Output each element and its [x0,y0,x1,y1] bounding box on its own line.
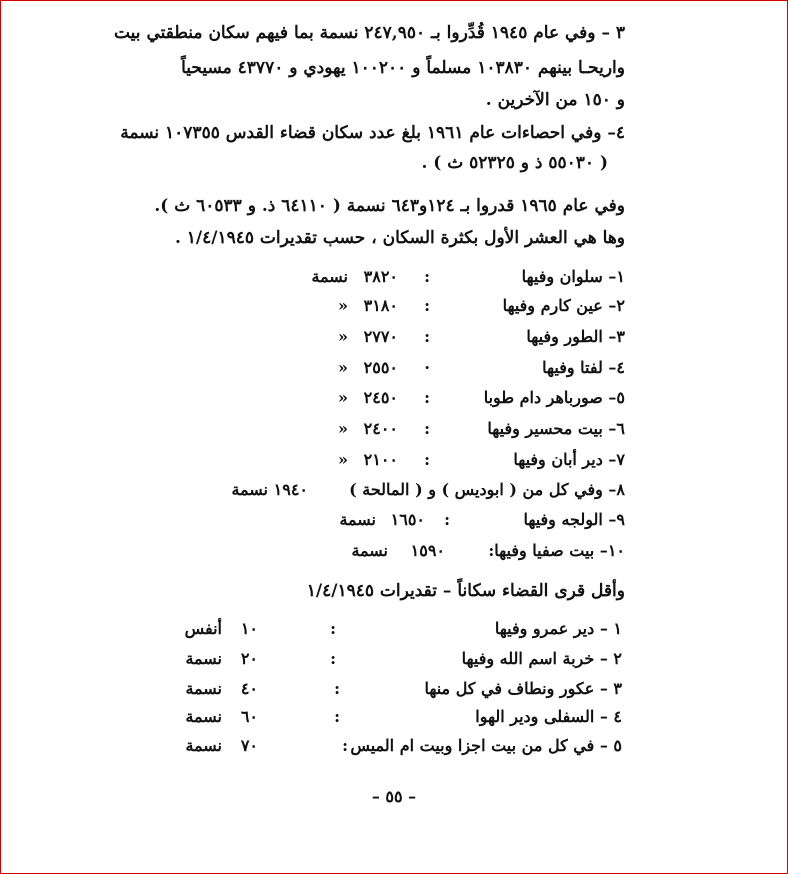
population-count: ٢٥٥٠ [363,358,398,377]
paragraph-line: ( ٥٥٠٣٠ ذ و ٥٢٣٢٥ ث ) . [421,153,608,173]
population-count: ٣٨٢٠ [363,267,398,286]
unit-label: نسمة [351,541,388,560]
population-count: ٢٤٠٠ [363,419,398,438]
population-count: ٣١٨٠ [363,296,398,315]
page-number: – ٥٥ – [371,787,417,806]
paragraph-line: واريحـا بينهم ١٠٣٨٣٠ مسلماً و ١٠٠٢٠٠ يهودي و ٤٣٧٧٠ مسيحياً [181,58,625,78]
unit-label: نسمة [311,267,348,286]
unit-label: نسمة [185,679,222,698]
population-count: ١٠ [240,619,258,638]
village-name: ٥– صورباهر دام طوبا [483,388,625,407]
village-name: ٧– دير أبان وفيها [513,450,625,469]
paragraph-line: ٣ – وفي عام ١٩٤٥ قُدِّروا بـ ٢٤٧,٩٥٠ نسمة بما فيهم سكان منطقتي بيت [113,23,625,43]
unit-label: أنفس [184,619,222,638]
unit-label: نسمة [185,649,222,668]
population-count: ٢٤٥٠ [363,388,398,407]
separator: : [424,419,430,438]
unit-label: « [338,388,348,407]
population-count: ١٦٥٠ [390,510,425,529]
separator: : [330,619,336,638]
village-name: ١٠– بيت صفيا وفيها: [488,541,625,560]
population-count: ٤٠ [240,679,258,698]
unit-label: نسمة [231,480,268,499]
village-name: ٢– عين كارم وفيها [502,296,625,315]
population-count: ٢٠ [240,649,258,668]
separator: : [444,510,450,529]
population-count: ٦٠ [240,707,258,726]
separator: : [424,388,430,407]
paragraph-line: و ١٥٠ من الآخرين . [485,90,625,110]
separator: : [424,267,430,286]
unit-label: « [338,419,348,438]
separator: : [334,707,340,726]
village-name: ٣ – عكور ونطاف في كل منها [424,679,622,698]
village-name: ٥ – في كل من بيت اجزا وبيت ام الميس [350,736,622,755]
population-count: ٢١٠٠ [363,450,398,469]
village-name: ٤ – السفلى ودير الهوا [475,707,622,726]
village-name: ٦– بيت محسير وفيها [487,419,625,438]
separator: : [342,736,348,755]
unit-label: « [338,450,348,469]
unit-label: « [338,296,348,315]
unit-label: نسمة [185,736,222,755]
separator: : [424,327,430,346]
section-heading: وأقل قرى القضاء سكاناً – تقديرات ١/٤/١٩٤٥ [306,581,625,601]
village-name: ٣– الطور وفيها [526,327,625,346]
separator: : [334,679,340,698]
village-name: ١– سلوان وفيها [521,267,625,286]
separator: : [424,450,430,469]
village-name: ٤– لفتا وفيها [542,358,625,377]
population-count: ٢٧٧٠ [363,327,398,346]
unit-label: « [338,327,348,346]
separator: : [424,296,430,315]
separator: : [330,649,336,668]
village-name: ٨– وفي كل من ( ابوديس ) و ( المالحة ) [349,480,625,499]
village-name: ١ – دير عمرو وفيها [494,619,622,638]
village-name: ٢ – خربة اسم الله وفيها [461,649,622,668]
paragraph-line: وها هي العشر الأول بكثرة السكان ، حسب تقديرات ١/٤/١٩٤٥ . [174,228,625,248]
unit-label: نسمة [185,707,222,726]
paragraph-line: ٤– وفي احصاءات عام ١٩٦١ بلغ عدد سكان قضاء القدس ١٠٧٣٥٥ نسمة [120,123,625,143]
village-name: ٩– الولجه وفيها [523,510,625,529]
unit-label: « [338,358,348,377]
population-count: ١٥٩٠ [410,541,445,560]
population-count: ٧٠ [240,736,258,755]
separator: · [424,358,430,377]
paragraph-line: وفي عام ١٩٦٥ قدروا بـ ١٢٤و٦٤٣ نسمة ( ٦٤١١٠ ذ. و ٦٠٥٣٣ ث ). [154,196,625,216]
population-count: ١٩٤٠ [273,480,308,499]
unit-label: نسمة [339,510,376,529]
